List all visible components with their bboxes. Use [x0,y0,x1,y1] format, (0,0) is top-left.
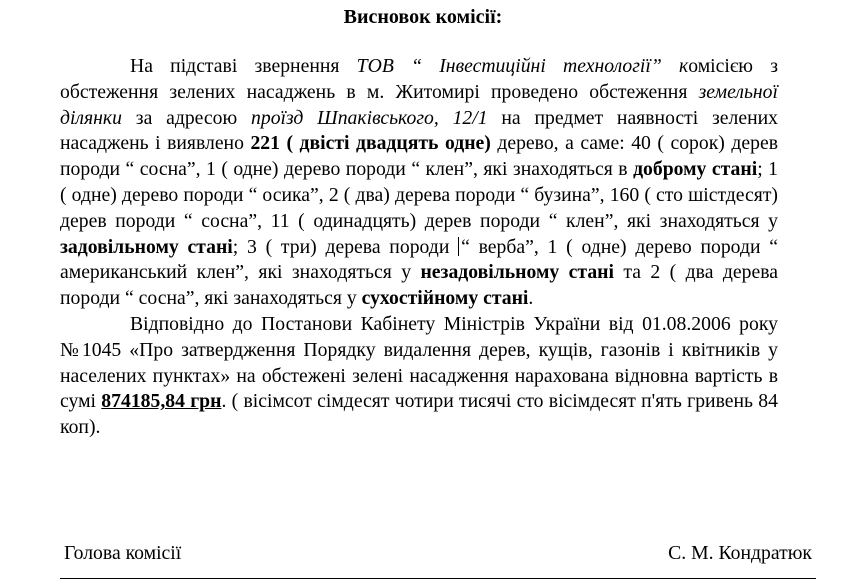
text-segment: на предмет наявності зелених насаджень і виявлено [60,106,778,155]
text-segment: ; 3 ( три) дерева породи [232,235,459,258]
condition-dead: сухостійному стані [361,287,529,310]
text-segment: омісією з обстеження зелених насаджень в м. Житомирі проведено обстеження [60,55,778,103]
text-segment: На підставі звернення [130,55,357,77]
text-segment: ; 1 ( одне) дерево породи “ осика”, 2 ( два) дерева породи “ бузина”, 160 ( сто шістдесят) дерев породи “ сосна”, 11 ( одинадцять) дерев породи “ клен”, які знаходяться у [60,158,778,232]
text-segment: та 2 ( два дерева породи “ сосна”, які занаходяться у [60,261,778,310]
document-body [60,54,778,441]
signature-name: С. М. Кондратюк [668,542,812,564]
text-segment: дерево, а саме: 40 ( сорок) дерев породи “ сосна”, 1 ( одне) дерево породи “ клен”, які знаходяться в [60,132,778,181]
tree-total: 221 ( двісті двадцять одне) [250,132,491,155]
restoration-amount: 874185,84 грн [101,390,222,413]
text-cursor [458,237,459,256]
signature-role: Голова комісії [64,542,182,564]
address: проїзд Шпаківського, 12/1 [251,106,488,129]
text-segment: . [528,287,534,310]
condition-good: доброму стані [633,158,758,181]
condition-satisfactory: задовільному стані [60,235,233,258]
text-segment: Відповідно до Постанови Кабінету Міністрів України від 01.08.2006 року №1045 «Про затвердження Порядку видалення дерев, кущів, газонів і квітників у населених пунктах» на обстежені зелені насадження нарахована відновна вартість в сумі [60,312,778,413]
company-name: ТОВ “ Інвестиційні технології” к [356,55,689,77]
document-title: Висновок комісії: [343,6,503,28]
paragraph-valuation [60,312,778,441]
paragraph-commission-findings [60,54,778,312]
text-segment: . ( вісімсот сімдесят чотири тисячі сто вісімдесят п'ять гривень 84 коп). [60,390,778,439]
condition-unsatisfactory: незадовільному стані [420,261,614,284]
text-segment: за адресою [122,106,251,129]
bottom-divider [60,578,816,579]
text-segment: “ верба”, 1 ( одне) дерево породи “ американський клен”, які знаходяться у [60,235,778,284]
land-plot-term: земельної ділянки [60,80,778,129]
